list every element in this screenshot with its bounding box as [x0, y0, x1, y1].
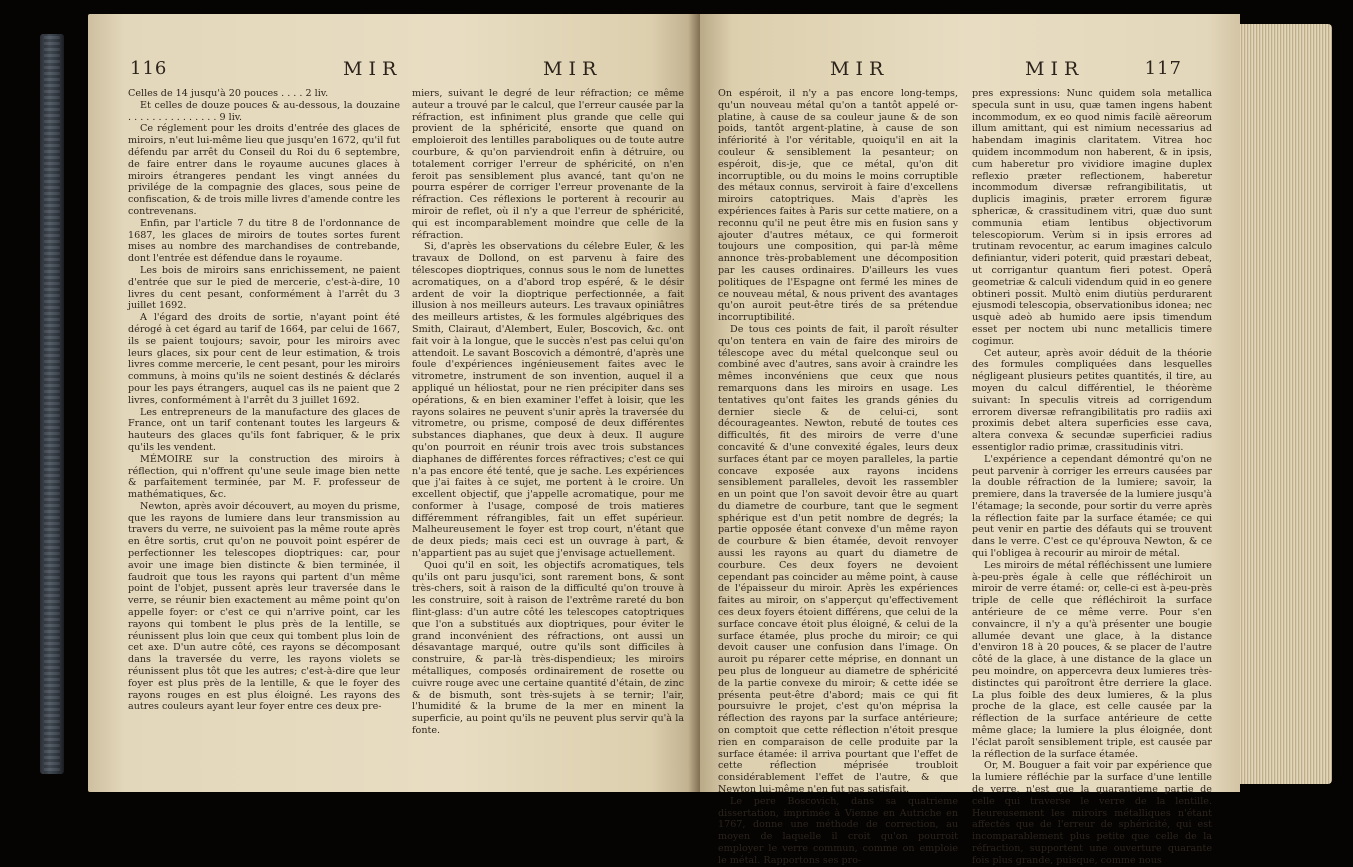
paragraph: Les bois de miroirs sans enrichissement, ne paient d'entrée que sur le pied de mercerie, c'est-à-dire, 10 livres du cent pesant, conformément à l'arrêt du 3 juillet 1692.	[128, 264, 400, 312]
book-spine	[40, 34, 64, 774]
paragraph: Les miroirs de métal réfléchissent une lumiere à-peu-près égale à celle que réfléchiroit un miroir de verre étamé: or, celle-ci est à-peu-près triple de celle que réfléchiroit la surface antérieure de ce même verre. Pour s'en convaincre, il n'y a qu'à présenter une bougie allumée devant une glace, à la distance d'environ 18 à 20 pouces, & se placer de l'autre côté de la glace, à une distance de la glace un peu moindre, on appercevra deux lumieres très-distinctes qui paroîtront être derriere la glace. La plus foible des deux lumieres, & la plus proche de la glace, est celle causée par la réflection de la surface antérieure de cette même glace; la lumiere la plus éloignée, dont l'éclat paroît sensiblement triple, est causée par la réflection de la surface étamée.	[972, 559, 1212, 760]
paragraph: MÉMOIRE sur la construction des miroirs à réflection, qui n'offrent qu'une seule image bien nette & parfaitement terminée, par M. F. professeur de mathématiques, &c.	[128, 453, 400, 501]
paragraph: De tous ces points de fait, il paroît résulter qu'on tentera en vain de faire des miroirs de télescope avec du métal quelconque seul ou combiné avec d'autres, sans avoir à craindre les mêmes inconvéniens que ceux que nous remarquons dans les miroirs en usage. Les tentatives qu'ont faites les grands génies du dernier siecle & de celui-ci, sont décourageantes. Newton, rebuté de toutes ces difficultés, fit des miroirs de verre d'une concavité & d'une convexité égales, leurs deux surfaces étant par ce moyen paralleles, la partie concave exposée aux rayons incidens sensiblement paralleles, devoit les rassembler en un point que l'on savoit devoir être au quart du diametre de courbure, tant que le segment sphérique est d'un petit nombre de degrés; la partie opposée étant convexe d'un même rayon de courbure & bien étamée, devoit renvoyer aussi les rayons au quart du diametre de courbure. Ces deux foyers ne devoient cependant pas coincider au même point, à cause de l'épaisseur du miroir. Après les expériences faites au miroir, on s'apperçut qu'effectivement ces deux foyers étoient différens, que celui de la surface concave étoit plus éloigné, & celui de la surface étamée, plus proche du miroir; ce qui devoit causer une confusion dans l'image. On auroit pu réparer cette méprise, en donnant un peu plus de longueur au diametre de sphéricité de la partie convexe du miroir; & cette idée se présenta peut-être d'abord; mais ce qui fit poursuivre le projet, c'est qu'on méprisa la réflection des rayons par la surface antérieure; on comptoit que cette réflection n'étoit presque rien en comparaison de celle produite par la surface étamée: il arriva pourtant que l'effet de cette réflection méprisée troubloit considérablement l'effet de l'autre, & que Newton lui-même n'en fut pas satisfait.	[718, 323, 958, 796]
open-book	[40, 14, 1340, 866]
page-edges	[1240, 24, 1332, 784]
paragraph: Le pere Boscovich, dans sa quatrieme dissertation, imprimée à Vienne en Autriche en 1767, donne une méthode de correction, au moyen de laquelle il croit qu'on pourroit employer le verre commun, comme on emploie le métal. Rapportons ses pro-	[718, 795, 958, 866]
paragraph: Or, M. Bouguer a fait voir par expérience que la lumiere réfléchie par la surface d'une lentille de verre, n'est que la quarantieme partie de celle qui traverse le verre de la lentille. Heureusement les miroirs métalliques n'étant affectés que de l'erreur de sphéricité, qui est incomparablement plus petite que celle de la réfraction, supportent une ouverture quarante fois plus grande, puisque, comme nous	[972, 760, 1212, 866]
paragraph: Et celles de douze pouces & au-dessous, la douzaine . . . . . . . . . . . . . . . 9 liv.	[128, 99, 400, 123]
paragraph: Si, d'après les observations du célebre Euler, & les travaux de Dollond, on est parvenu à faire des télescopes dioptriques, connus sous le nom de lunettes acromatiques, on a d'abord trop espéré, & le désir ardent de voir la dioptrique perfectionnée, a fait illusion à nos meilleurs auteurs. Les travaux opiniâtres des meilleurs artistes, & les formules algébriques des Smith, Clairaut, d'Alembert, Euler, Boscovich, &c. ont fait voir à la longue, que le succès n'est pas celui qu'on attendoit. Le savant Boscovich a démontré, d'après une foule d'expériences ingénieusement faites avec le vitrometre, instrument de son invention, auquel il a appliqué un héliostat, pour ne rien précipiter dans ses opérations, & en bien examiner l'effet à loisir, que les rayons solaires ne peuvent s'unir après la traversée du vitrometre, ou prisme, composé de deux différentes substances diaphanes, que deux à deux. Il augure qu'on pourroit en réunir trois avec trois substances diaphanes de différentes forces réfractives; c'est ce qui n'a pas encore été tenté, que je sache. Les expériences que j'ai faites à ce sujet, me portent à le croire. Un excellent objectif, que j'appelle acromatique, pour me conformer à l'usage, composé de trois matieres différemment réfrangibles, fait un effet supérieur. Malheureusement le foyer est trop court, n'étant que de deux pieds; mais ceci est un ouvrage à part, & n'appartient pas au sujet que j'envisage actuellement.	[412, 241, 684, 560]
paragraph: A l'égard des droits de sortie, n'ayant point été dérogé à cet égard au tarif de 1664, par celui de 1667, ils se paient toujours; savoir, pour les miroirs avec leurs glaces, six pour cent de leur estimation, & trois livres comme mercerie, le cent pesant, pour les miroirs communs, à moins qu'ils ne soient destinés & déclarés pour les pays étrangers, auquel cas ils ne paient que 2 livres, conformément à l'arrêt du 3 juillet 1692.	[128, 312, 400, 406]
paragraph: pres expressions: Nunc quidem sola metallica specula sunt in usu, quæ tamen ingens habent incommodum, ex eo quod nimis facilè aëreorum illum amittant, qui est nimium necessarius ad habendam imaginis claritatem. Vitrea hoc quidem incommodum non haberent, & in ipsis, cum haberetur pro vividiore imagine duplex reflexio præter reflectionem, haberetur incommodum diversæ refrangibilitatis, ut duplicis imaginis, præter errorem figuræ sphericæ, & crassitudinem vitri, quæ duo sunt communia etiam lentibus objectivorum telescopiorum. Verùm si in ipsis errores ad trutinam revocentur, ac earum imagines calculo definiantur, videri poterit, quid præstari debeat, ut corrigantur quantum fieri potest. Operâ geometriæ & calculi videndum quid in eo genere obtineri possit. Multò enim diutiùs perdurarent ejusmodi telescopia, observationibus idonea; nec usquè adeò ab humido aere ipsis timendum esset per noctem ubi nunc metallicis timere cogimur.	[972, 88, 1212, 347]
right-page-number: 117	[1144, 58, 1182, 79]
paragraph: Ce réglement pour les droits d'entrée des glaces de miroirs, n'eut lui-même lieu que jusqu'en 1672, qu'il fut défendu par arrêt du Conseil du Roi du 6 septembre, de faire entrer dans le royaume aucunes glaces à miroirs étrangeres pendant les vingt années du privilége de la compagnie des glaces, sous peine de confiscation, & de trois mille livres d'amende contre les contrevenans.	[128, 123, 400, 217]
paragraph: Cet auteur, après avoir déduit de la théorie des formules compliquées dans lesquelles négligeant plusieurs petites quantités, il tire, au moyen du calcul différentiel, le théorème suivant: In speculis vitreis ad corrigendum errorem diversæ refrangibilitatis pro radiis axi proximis debet altera superficies esse cava, altera convexa & secundæ superficiei radius essentiglor radio primæ, crassitudinis vitri.	[972, 347, 1212, 453]
right-running-head-2: MIR	[1025, 58, 1085, 80]
right-page	[700, 14, 1240, 866]
paragraph: Newton, après avoir découvert, au moyen du prisme, que les rayons de lumiere dans leur transmission au travers du verre, ne suivoient pas la même route après en être sortis, crut qu'on ne pouvoit point espérer de perfectionner les telescopes dioptriques: car, pour avoir une image bien distincte & bien terminée, il faudroit que tous les rayons qui partent d'un même point de l'objet, pussent après leur traversée dans le verre, se réunir bien exactement au même point qu'on appelle foyer: or c'est ce qui n'arrive point, car les rayons qui tombent le plus près de la lentille, se réunissent plus loin que ceux qui tombent plus loin de cet axe. D'un autre côté, ces rayons se décomposant dans la traversée du verre, les rayons violets se réunissent plus tôt que les autres; c'est-à-dire que leur foyer est plus près de la lentille, & que le foyer des rayons rouges en est plus éloigné. Les rayons des autres couleurs ayant leur foyer entre ces deux pre-	[128, 500, 400, 713]
left-running-head-2: MIR	[543, 58, 603, 80]
left-page-column-2	[412, 88, 684, 737]
right-page-column-1	[718, 88, 958, 867]
paragraph: Les entrepreneurs de la manufacture des glaces de France, ont un tarif contenant toutes les largeurs & hauteurs des glaces qu'ils font fabriquer, & le prix qu'ils les vendent.	[128, 406, 400, 453]
left-page	[88, 14, 700, 792]
paragraph: Enfin, par l'article 7 du titre 8 de l'ordonnance de 1687, les glaces de miroirs de toutes sortes furent mises au nombre des marchandises de contrebande, dont l'entrée est défendue dans le royaume.	[128, 217, 400, 265]
left-page-header	[88, 56, 700, 86]
paragraph: L'expérience a cependant démontré qu'on ne peut parvenir à corriger les erreurs causées par la double réfraction de la lumiere; savoir, la premiere, dans la traversée de la lumiere jusqu'à l'étamage; la seconde, pour sortir du verre après la réflection faite par la surface étamée; ce qui peut venir en partie des défauts qui se trouvent dans le verre. C'est ce qu'éprouva Newton, & ce qui l'obligea à recourir au miroir de métal.	[972, 453, 1212, 560]
right-running-head-1: MIR	[830, 58, 890, 80]
paragraph: miers, suivant le degré de leur réfraction; ce même auteur a trouvé par le calcul, que l'erreur causée par la réfraction, est infiniment plus grande que celle qui provient de la sphéricité, ensorte que quand on emploieroit des lentilles paraboliques ou de toute autre courbure, & qu'on parviendroit enfin à détruire, ou totalement corriger l'erreur de sphéricité, on n'en feroit pas sensiblement plus avancé, tant qu'on ne pourra espérer de corriger l'erreur provenante de la réfraction. Ces réflexions le porterent à recourir au miroir de reflet, où il n'y a que l'erreur de sphéricité, qui est incomparablement moindre que celle de la réfraction.	[412, 88, 684, 241]
paragraph: Quoi qu'il en soit, les objectifs acromatiques, tels qu'ils ont paru jusqu'ici, sont rarement bons, & sont très-chers, soit à raison de la difficulté qu'on trouve à les construire, soit à raison de l'extrême rareté du bon flint-glass: d'un autre côté les telescopes catoptriques que l'on a substitués aux dioptriques, pour éviter le grand inconvénient des réfractions, ont aussi un désavantage marqué, outre qu'ils sont difficiles à construire, & par-là très-dispendieux; les miroirs métalliques, composés ordinairement de rosette ou cuivre rouge avec une certaine quantité d'étain, de zinc & de bismuth, sont très-sujets à se ternir; l'air, l'humidité & la brume de la mer en minent la superficie, au point qu'ils ne peuvent plus servir qu'à la fonte.	[412, 559, 684, 737]
left-page-number: 116	[130, 58, 168, 79]
right-page-column-2	[972, 88, 1212, 867]
left-page-column-1	[128, 88, 400, 713]
paragraph: On espéroit, il n'y a pas encore long-temps, qu'un nouveau métal qu'on a tantôt appelé or-platine, à cause de sa couleur jaune & de son poids, tantôt argent-platine, à cause de son infériorité à l'or véritable, quoiqu'il en ait la couleur & sensiblement la pesanteur; on espéroit, dis-je, que ce métal, qu'on dit incorruptible, ou du moins le moins corruptible des métaux connus, serviroit à faire d'excellens miroirs catoptriques. Mais d'après les expériences faites à Paris sur cette matiere, on a reconnu qu'il ne peut être mis en fusion sans y ajouter d'autres métaux, ce qui formeroit toujours une composition, qui par-là même annonce très-probablement une décomposition par les causes ordinaires. D'ailleurs les vues politiques de l'Espagne ont fermé les mines de ce nouveau métal, & nous privent des avantages qu'on auroit peut-être tirés de sa prétendue incorruptibilité.	[718, 88, 958, 324]
paragraph: Celles de 14 jusqu'à 20 pouces . . . . 2 liv.	[128, 88, 329, 99]
left-running-head-1: MIR	[343, 58, 403, 80]
right-page-header	[700, 56, 1240, 86]
